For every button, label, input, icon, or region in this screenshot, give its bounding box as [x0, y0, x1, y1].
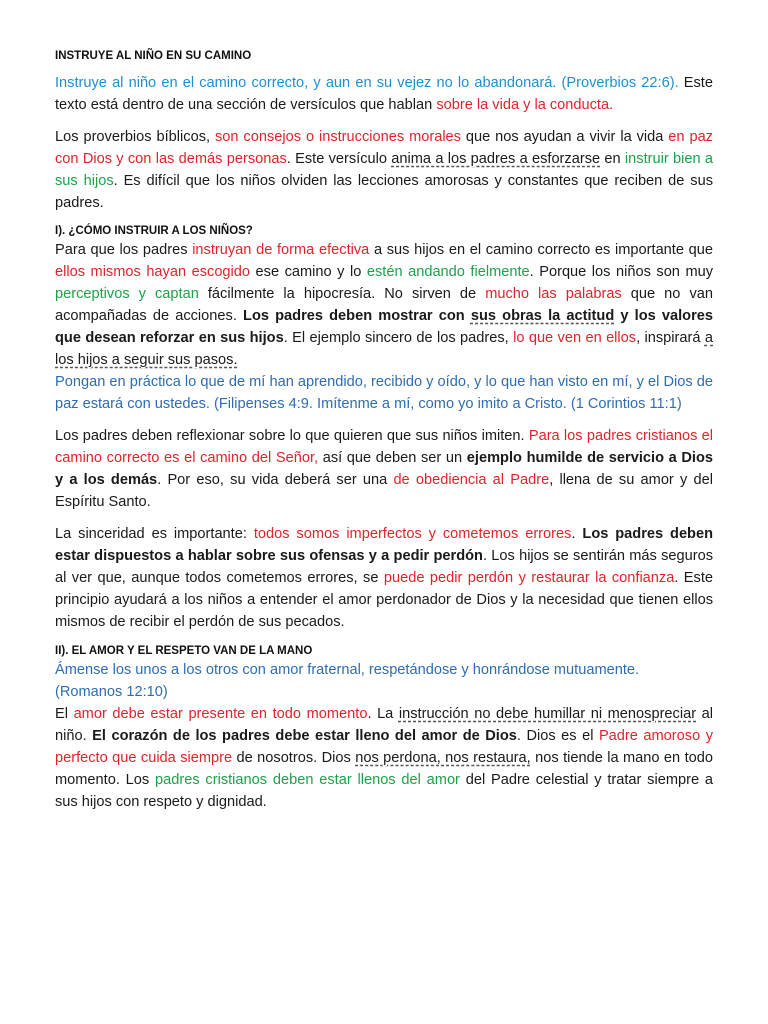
underlined-text: anima a los padres a esforzarse — [391, 151, 601, 167]
highlight-red: instruyan de forma efectiva — [192, 242, 370, 258]
highlight-red: son consejos o instrucciones morales — [214, 129, 461, 145]
bold-text: El corazón de los padres debe estar lleno del amor de Dios — [92, 728, 517, 744]
highlight-red: ellos mismos hayan escogido — [55, 264, 251, 280]
highlight-green: estén andando fielmente — [366, 264, 530, 280]
highlight-red: puede pedir perdón y restaurar la confianza — [383, 570, 675, 586]
verse-proverbios: Instruye al niño en el camino correcto, y aun en su vejez no lo abandonará. (Proverbios 22:6). — [55, 75, 679, 91]
document-page — [55, 48, 713, 813]
text-span: nos tiende la mano en todo momento. Los — [55, 750, 713, 788]
text-span: de nosotros. Dios — [232, 750, 356, 766]
verse-romanos: Ámense los unos a los otros con amor fraternal, respetándose y honrándose mutuamente. — [55, 662, 640, 678]
text-span: . La — [367, 706, 399, 722]
underlined-text: a los hijos a seguir sus pasos. — [55, 330, 713, 368]
text-span: , inspirará — [636, 330, 705, 346]
text-span: . Dios es el — [516, 728, 599, 744]
highlight-red: Para los padres cristianos el camino correcto es el camino del Señor, — [55, 428, 713, 466]
text-span: . Este versículo — [286, 151, 392, 167]
text-span: , llena de su amor y del Espíritu Santo. — [55, 472, 713, 510]
text-span: . Es difícil que los niños olviden las lecciones amorosas y constantes que reciben de sus padres. — [55, 173, 714, 211]
text-span: . El ejemplo sincero de los padres, — [283, 330, 514, 346]
section-heading-2: II). EL AMOR Y EL RESPETO VAN DE LA MANO — [55, 645, 313, 657]
verse-filipenses: Pongan en práctica lo que de mí han aprendido, recibido y oído, y lo que han visto en mí, y el Dios de paz estará con ustedes. (Filipenses 4:9. Imítenme a mí, como yo imito a Cristo. (1 Corintios 11:1) — [55, 374, 713, 412]
text-span: Para que los padres — [55, 242, 193, 258]
underlined-text: instrucción no debe humillar ni menospreciar — [398, 706, 697, 722]
bold-text: y los valores que desean reforzar en sus hijos — [55, 308, 714, 346]
text-span: que nos ayudan a vivir la vida — [460, 129, 669, 145]
text-span: . — [571, 526, 583, 542]
underlined-text: nos perdona, nos restaura, — [355, 750, 531, 766]
text-span: en — [600, 151, 625, 167]
text-span: . Por eso, su vida deberá ser una — [157, 472, 394, 488]
text-span: . Porque los niños son muy — [529, 264, 714, 280]
document-title: INSTRUYE AL NIÑO EN SU CAMINO — [55, 50, 252, 62]
text-span: del Padre celestial y tratar siempre a sus hijos con respeto y dignidad. — [55, 772, 713, 810]
highlight-red: todos somos imperfectos y cometemos errores — [253, 526, 572, 542]
text-span: fácilmente la hipocresía. No sirven de — [198, 286, 486, 302]
text-span: Este texto está dentro de una sección de versículos que hablan — [55, 75, 713, 113]
text-span: . Los hijos se sentirán más seguros al ver que, aunque todos cometemos errores, se — [55, 548, 713, 586]
highlight-red: de obediencia al Padre — [393, 472, 550, 488]
bold-text: Los padres deben mostrar con — [243, 308, 471, 324]
paragraph-como-instruir — [55, 239, 713, 371]
highlight-red: sobre la vida y la conducta. — [436, 97, 614, 113]
highlight-red: Padre amoroso y perfecto que cuida siempre — [55, 728, 713, 766]
text-span: al niño. — [55, 706, 713, 744]
text-span: Los padres deben reflexionar sobre lo que quieren que sus niños imiten. — [55, 428, 529, 444]
paragraph-sinceridad — [55, 523, 713, 633]
highlight-red: en paz con Dios y con las demás personas — [55, 129, 713, 167]
text-span: así que deben ser un — [318, 450, 467, 466]
text-span: que no van acompañadas de acciones. — [55, 286, 713, 324]
paragraph-intro — [55, 72, 713, 116]
paragraph-reflexionar — [55, 425, 713, 513]
bold-text: Los padres deben estar dispuestos a hablar sobre sus ofensas y a pedir perdón — [55, 526, 714, 564]
text-span: Los proverbios bíblicos, — [55, 129, 215, 145]
paragraph-amor — [55, 703, 713, 813]
text-span: El — [55, 706, 74, 722]
highlight-green: perceptivos y captan — [55, 286, 199, 302]
text-span: . Este principio ayudará a los niños a entender el amor perdonador de Dios y la necesidad que tienen ellos mismos de recibir el perdón de sus pecados. — [55, 570, 714, 630]
text-span: La sinceridad es importante: — [55, 526, 254, 542]
highlight-red: amor debe estar presente en todo momento — [73, 706, 368, 722]
highlight-green: instruir bien a sus hijos — [55, 151, 713, 189]
section-heading-1: I). ¿CÓMO INSTRUIR A LOS NIÑOS? — [55, 225, 253, 237]
highlight-red: mucho las palabras — [485, 286, 622, 302]
bold-text: ejemplo humilde de servicio a Dios y a los demás — [55, 450, 713, 488]
highlight-red: lo que ven en ellos — [513, 330, 637, 346]
text-span: ese camino y lo — [250, 264, 367, 280]
highlight-green: padres cristianos deben estar llenos del amor — [155, 772, 460, 788]
verse-romanos-reference: (Romanos 12:10) — [55, 684, 168, 700]
text-span: a sus hijos en el camino correcto es importante que — [369, 242, 714, 258]
paragraph-proverbios — [55, 126, 713, 214]
bold-underlined-text: sus obras la actitud — [470, 308, 615, 324]
